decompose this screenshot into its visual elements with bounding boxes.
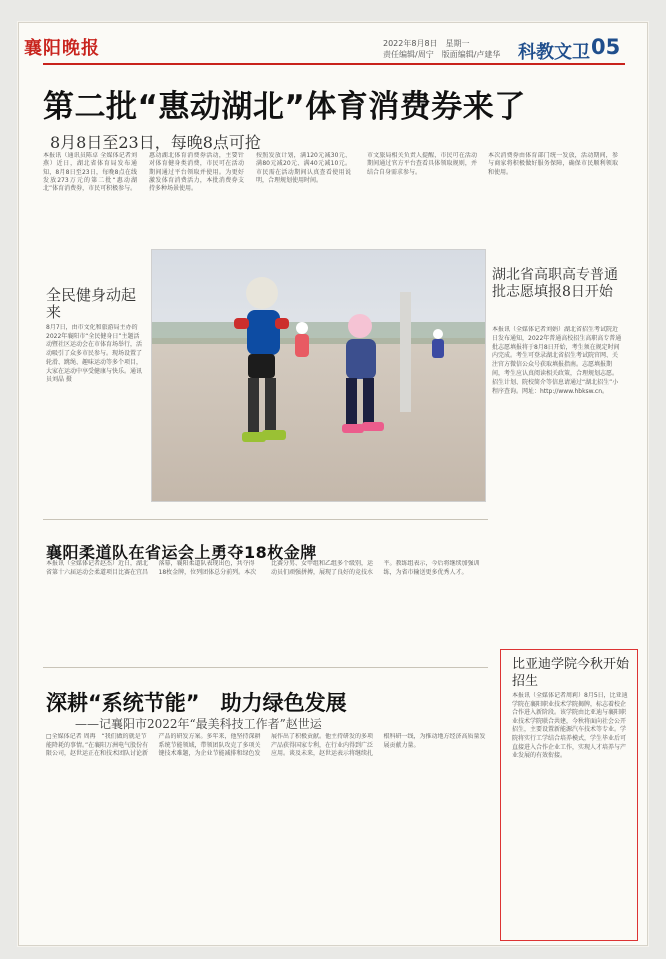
header-rule bbox=[43, 63, 625, 65]
promo-headline: 比亚迪学院今秋开始招生 bbox=[512, 657, 630, 689]
date-line: 2022年8月8日 星期一 bbox=[383, 39, 470, 48]
sports-photo bbox=[151, 249, 486, 502]
main-article-column-2: 惠动湖北体育消费券活动，主要针对体育健身类消费，市民可在活动期间通过平台领取并使用。为更好激发体育消费活力，本批消费券支持多种场景使用。 bbox=[149, 152, 244, 193]
judo-body: 本报讯（全媒体记者赵杰）近日，湖北省第十六届运动会柔道项目比赛在宜昌落幕，襄阳柔道队表现出色，共夺得18枚金牌，位列团体总分前列。本次比赛分男、女甲组和乙组多个级别，运动员们顽强拼搏，展现了良好的竞技水平。教练组表示，今后将继续加强训练，为省市输送更多优秀人才。 bbox=[46, 560, 480, 576]
main-article-column-3: 按照发放计划，满120元减30元、满80元减20元、满40元减10元。市民需在活动期间认真查看使用说明，合理规划使用时间。 bbox=[256, 152, 351, 184]
section-divider-2 bbox=[43, 667, 488, 668]
main-article-column-4: 市文旅局相关负责人提醒，市民可在活动期间通过官方平台查看具体领取规则，并结合自身需求参与。 bbox=[367, 152, 477, 176]
main-subhead: 8月8日至23日，每晚8点可抢 bbox=[50, 133, 261, 152]
main-article-column-1: 本报讯（通讯员陈卓 全媒体记者刘燕）近日，湖北省体育局发布通知，8月8日至23日，每晚8点在线发放273万元的第二批“惠动湖北”体育消费券，市民可积极参与。 bbox=[43, 152, 137, 193]
roller-skating-photo-illustration bbox=[152, 250, 485, 501]
ground bbox=[152, 338, 485, 501]
energy-subhead: ——记襄阳市2022年“最美科技工作者”赵世运 bbox=[75, 717, 322, 731]
energy-headline: 深耕“系统节能” 助力绿色发展 bbox=[46, 691, 347, 715]
side-left-headline: 全民健身动起来 bbox=[46, 286, 137, 321]
masthead: 襄阳晚报 bbox=[24, 38, 100, 59]
side-right-headline: 湖北省高职高专普通批志愿填报8日开始 bbox=[492, 267, 618, 300]
main-headline: 第二批“惠动湖北”体育消费券来了 bbox=[43, 89, 526, 125]
page-number: 05 bbox=[591, 35, 621, 59]
judo-headline: 襄阳柔道队在省运会上勇夺18枚金牌 bbox=[46, 543, 317, 562]
main-article-column-5: 本次消费券由体育部门统一发放，活动期间，参与商家将积极做好服务保障，确保市民顺利领取和使用。 bbox=[488, 152, 618, 176]
promo-body: 本报讯（全媒体记者周莉）8月5日，比亚迪学院在襄阳职业技术学院揭牌，标志着校企合作进入新阶段。该学院由比亚迪与襄阳职业技术学院联合共建，今秋将面向社会公开招生，主要设置新能源汽车技术等专业。学院将实行工学结合培养模式，学生毕业后可直接进入合作企业工作，实现人才培养与产业发展的有效衔接。 bbox=[512, 692, 628, 760]
date-editor-meta bbox=[383, 38, 503, 60]
side-left-body: 8月7日，由市文化和旅游局主办的2022年襄阳市“全民健身日”主题活动暨社区运动会在市体育场举行，活动吸引了众多市民参与。现场设置了轮滑、跳绳、趣味运动等多个项目，大家在运动中享受健康与快乐。通讯员刘晶 摄 bbox=[46, 324, 143, 384]
side-right-body: 本报讯（全媒体记者刘娟）湖北省招生考试院近日发布通知，2022年普通高校招生高职高专普通批志愿填报将于8月8日开始，考生须在规定时间内完成。考生可登录湖北省招生考试院官网、关注官方微信公众号获取填报指南。志愿填报期间，考生应认真阅读相关政策，合理规划志愿。招生计划、院校简介等信息请通过“湖北招生”小程序查询。网址：http://www.hbksw.cn。 bbox=[492, 326, 622, 395]
editor-line: 责任编辑/周宁 版面编辑/卢建华 bbox=[383, 50, 501, 59]
section-divider-1 bbox=[43, 519, 488, 520]
energy-body: □全媒体记者 周再 “我们做的就是节能降耗的事情。”在襄阳万洲电气股份有限公司，赵世运正在和技术团队讨论新产品的研发方案。多年来，他坚持深耕系统节能领域，带领团队攻克了多项关键技术难题，为企业节能减排和绿色发展作出了积极贡献。他主持研发的多项产品获得国家专利，在行业内得到广泛应用。谈及未来，赵世运表示将继续扎根科研一线，为推动地方经济高质量发展贡献力量。 bbox=[46, 733, 486, 758]
section-name: 科教文卫 bbox=[518, 42, 590, 63]
pillar bbox=[400, 292, 411, 412]
